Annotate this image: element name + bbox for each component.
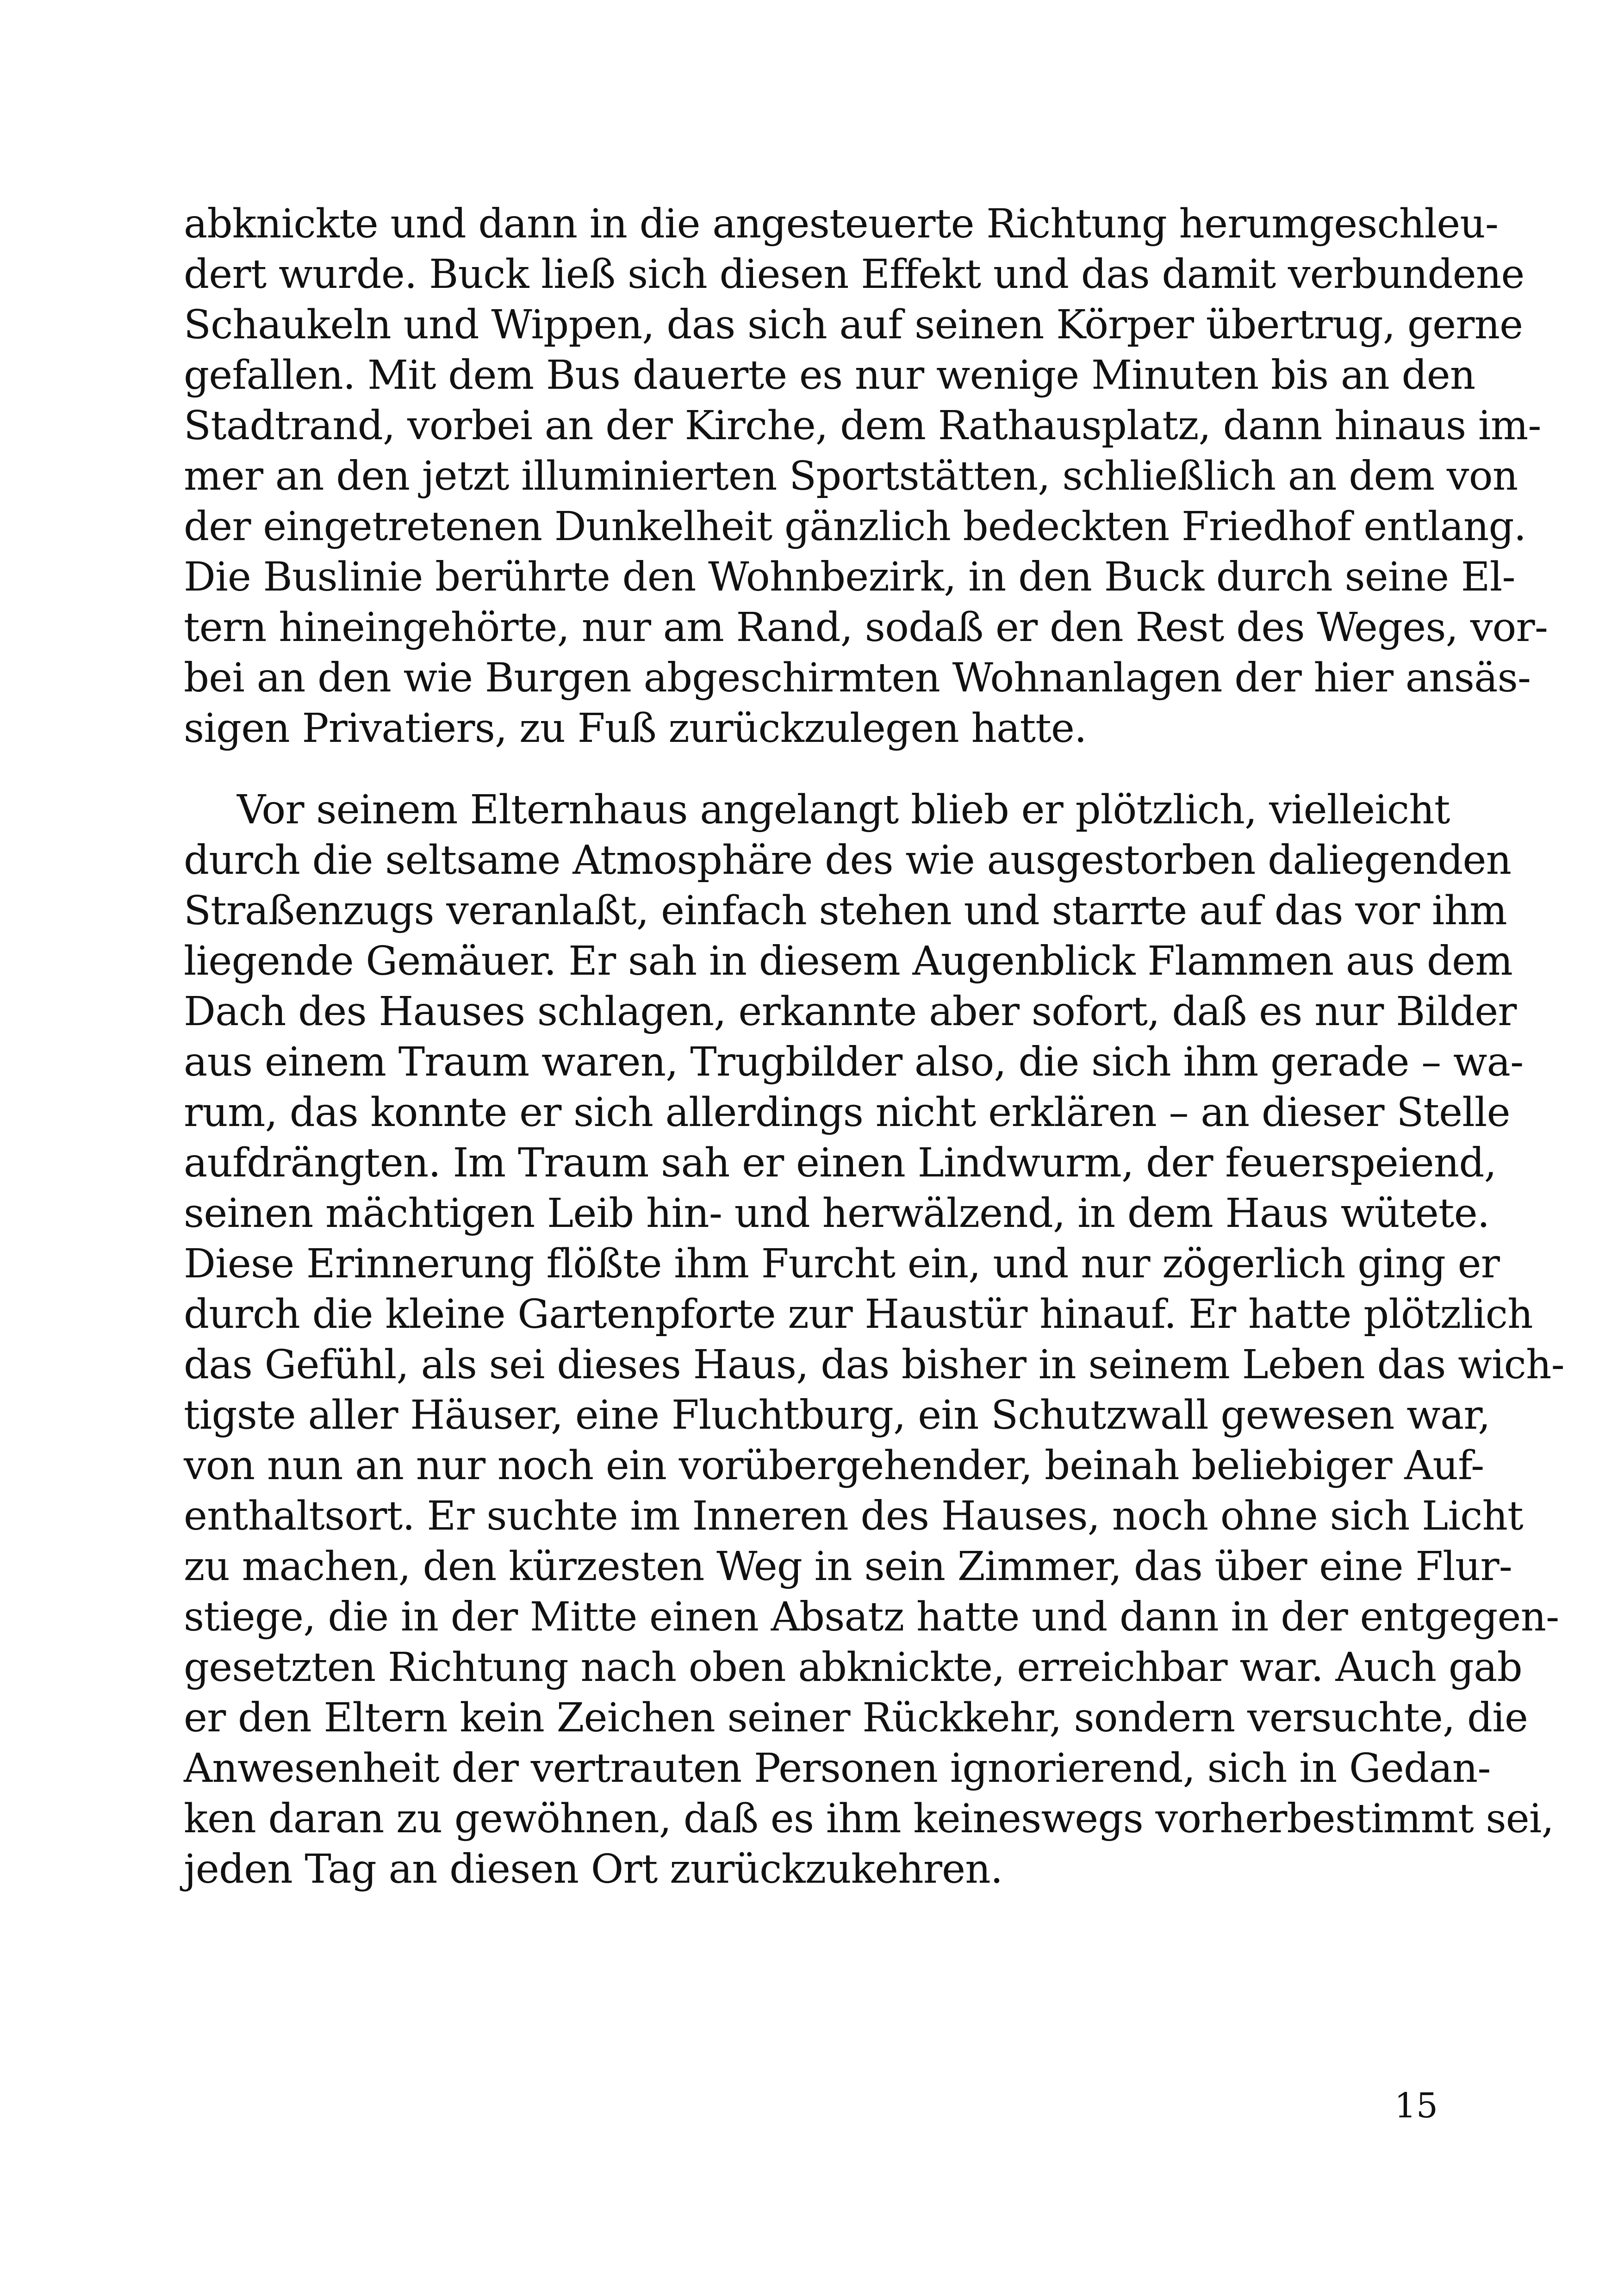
text-line: Vor seinem Elternhaus angelangt blieb er plötzlich, vielleicht <box>237 787 1450 833</box>
text-line: aufdrängten. Im Traum sah er einen Lindwurm, der feuerspeiend, <box>184 1140 1497 1186</box>
text-line: bei an den wie Burgen abgeschirmten Wohnanlagen der hier ansäs- <box>184 655 1531 701</box>
text-line: dert wurde. Buck ließ sich diesen Effekt und das damit verbundene <box>184 251 1525 298</box>
paragraph-1 <box>184 199 1548 754</box>
text-line: aus einem Traum waren, Trugbilder also, die sich ihm gerade – wa- <box>184 1039 1524 1085</box>
text-line: mer an den jetzt illuminierten Sportstätten, schließlich an dem von <box>184 453 1518 499</box>
text-line: seinen mächtigen Leib hin- und herwälzend, in dem Haus wütete. <box>184 1190 1490 1237</box>
text-line: rum, das konnte er sich allerdings nicht erklären – an dieser Stelle <box>184 1089 1510 1136</box>
text-line: das Gefühl, als sei dieses Haus, das bisher in seinem Leben das wich- <box>184 1342 1564 1388</box>
text-line: jeden Tag an diesen Ort zurückzukehren. <box>184 1846 1003 1892</box>
text-line: durch die kleine Gartenpforte zur Haustür hinauf. Er hatte plötzlich <box>184 1291 1533 1338</box>
text-line: enthaltsort. Er suchte im Inneren des Hauses, noch ohne sich Licht <box>184 1493 1523 1539</box>
text-line: Die Buslinie berührte den Wohnbezirk, in den Buck durch seine El- <box>184 554 1515 600</box>
text-line: Schaukeln und Wippen, das sich auf seinen Körper übertrug, gerne <box>184 302 1523 348</box>
body-text <box>184 199 1564 1895</box>
text-line: durch die seltsame Atmosphäre des wie ausgestorben daliegenden <box>184 837 1512 884</box>
text-line: liegende Gemäuer. Er sah in diesem Augenblick Flammen aus dem <box>184 938 1513 984</box>
text-line: Straßenzugs veranlaßt, einfach stehen und starrte auf das vor ihm <box>184 888 1507 934</box>
page-number: 15 <box>1394 2086 1438 2126</box>
text-line: er den Eltern kein Zeichen seiner Rückkehr, sondern versuchte, die <box>184 1695 1528 1741</box>
paragraph-gap <box>184 754 1438 785</box>
text-line: tern hineingehörte, nur am Rand, sodaß er den Rest des Weges, vor- <box>184 604 1548 651</box>
text-line: Anwesenheit der vertrauten Personen ignorierend, sich in Gedan- <box>184 1745 1491 1792</box>
text-line: zu machen, den kürzesten Weg in sein Zimmer, das über eine Flur- <box>184 1543 1512 1590</box>
text-line: Dach des Hauses schlagen, erkannte aber sofort, daß es nur Bilder <box>184 989 1517 1035</box>
paragraph-2 <box>184 785 1564 1895</box>
text-line: ken daran zu gewöhnen, daß es ihm keineswegs vorherbestimmt sei, <box>184 1796 1554 1842</box>
text-line: stiege, die in der Mitte einen Absatz hatte und dann in der entgegen- <box>184 1594 1559 1640</box>
text-line: gesetzten Richtung nach oben abknickte, erreichbar war. Auch gab <box>184 1644 1522 1691</box>
text-line: der eingetretenen Dunkelheit gänzlich bedeckten Friedhof entlang. <box>184 504 1526 550</box>
text-line: von nun an nur noch ein vorübergehender, beinah beliebiger Auf- <box>184 1443 1484 1489</box>
text-line: sigen Privatiers, zu Fuß zurückzulegen hatte. <box>184 705 1087 752</box>
text-line: abknickte und dann in die angesteuerte Richtung herumgeschleu- <box>184 201 1499 247</box>
text-line: tigste aller Häuser, eine Fluchtburg, ein Schutzwall gewesen war, <box>184 1392 1490 1438</box>
text-line: Diese Erinnerung flößte ihm Furcht ein, und nur zögerlich ging er <box>184 1241 1500 1287</box>
text-line: Stadtrand, vorbei an der Kirche, dem Rathausplatz, dann hinaus im- <box>184 403 1541 449</box>
text-line: gefallen. Mit dem Bus dauerte es nur wenige Minuten bis an den <box>184 352 1475 398</box>
